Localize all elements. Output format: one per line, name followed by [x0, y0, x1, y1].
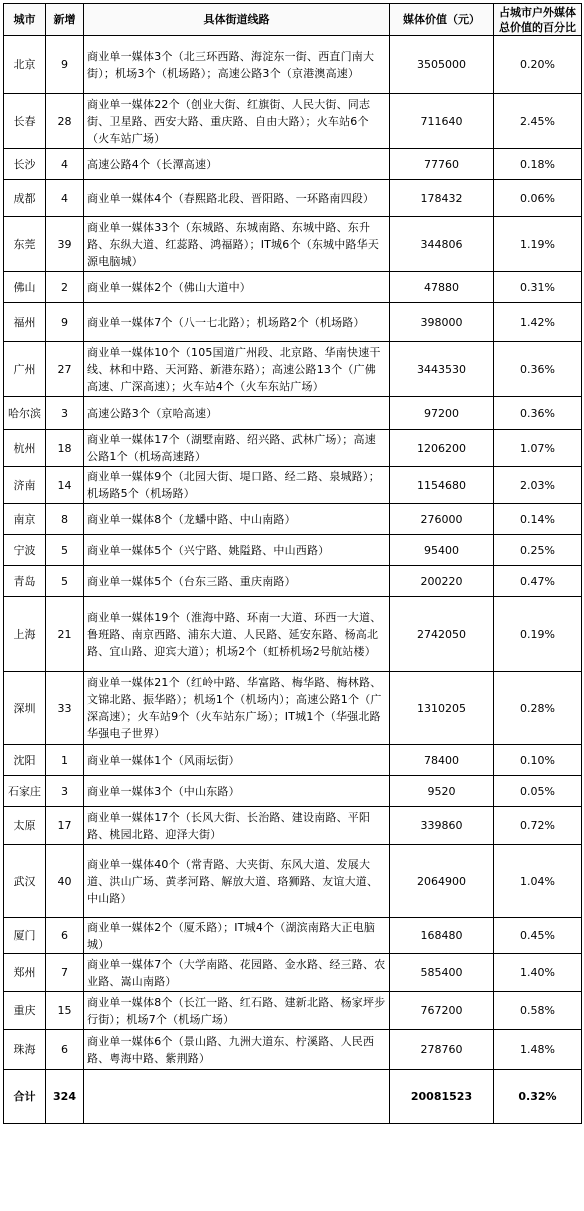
city-cell: 郑州 [4, 954, 46, 992]
table-row [4, 992, 582, 1030]
table-row [4, 597, 582, 672]
street-lines-cell: 商业单一媒体5个（兴宁路、姚隘路、中山西路） [84, 535, 390, 566]
media-value-cell: 95400 [390, 535, 494, 566]
table-row [4, 430, 582, 467]
media-value-table [3, 3, 582, 1124]
street-lines-cell: 商业单一媒体8个（龙蟠中路、中山南路） [84, 504, 390, 535]
street-lines-cell: 商业单一媒体7个（八一七北路）；机场路2个（机场路） [84, 303, 390, 342]
table-row [4, 535, 582, 566]
media-value-cell: 200220 [390, 566, 494, 597]
table-row [4, 954, 582, 992]
media-value-cell: 339860 [390, 807, 494, 845]
media-value-cell: 97200 [390, 397, 494, 430]
total-lines [84, 1070, 390, 1124]
new-count-cell: 40 [46, 845, 84, 918]
city-cell: 长沙 [4, 149, 46, 180]
percent-cell: 0.58% [494, 992, 582, 1030]
media-value-cell: 1310205 [390, 672, 494, 745]
header-lines: 具体街道线路 [84, 4, 390, 36]
city-cell: 青岛 [4, 566, 46, 597]
city-cell: 东莞 [4, 217, 46, 272]
table-row [4, 180, 582, 217]
new-count-cell: 4 [46, 149, 84, 180]
total-row [4, 1070, 582, 1124]
table-row [4, 467, 582, 504]
street-lines-cell: 商业单一媒体5个（台东三路、重庆南路） [84, 566, 390, 597]
city-cell: 珠海 [4, 1030, 46, 1070]
city-cell: 广州 [4, 342, 46, 397]
table-body [4, 36, 582, 1124]
street-lines-cell: 商业单一媒体2个（佛山大道中） [84, 272, 390, 303]
total-new: 324 [46, 1070, 84, 1124]
new-count-cell: 39 [46, 217, 84, 272]
city-cell: 上海 [4, 597, 46, 672]
street-lines-cell: 商业单一媒体33个（东城路、东城南路、东城中路、东升路、东纵大道、红蕊路、鸿福路）；IT城6个（东城中路华天源电脑城） [84, 217, 390, 272]
table-row [4, 745, 582, 776]
street-lines-cell: 商业单一媒体9个（北园大街、堤口路、经二路、泉城路）；机场路5个（机场路） [84, 467, 390, 504]
new-count-cell: 4 [46, 180, 84, 217]
media-value-cell: 178432 [390, 180, 494, 217]
table-row [4, 776, 582, 807]
percent-cell: 0.06% [494, 180, 582, 217]
new-count-cell: 6 [46, 918, 84, 954]
street-lines-cell: 商业单一媒体40个（常青路、大夹街、东风大道、发展大道、洪山广场、黄孝河路、解放大道、珞狮路、友谊大道、中山路） [84, 845, 390, 918]
media-value-cell: 344806 [390, 217, 494, 272]
city-cell: 成都 [4, 180, 46, 217]
table-row [4, 566, 582, 597]
table-row [4, 807, 582, 845]
new-count-cell: 33 [46, 672, 84, 745]
city-cell: 重庆 [4, 992, 46, 1030]
new-count-cell: 14 [46, 467, 84, 504]
street-lines-cell: 高速公路3个（京哈高速） [84, 397, 390, 430]
new-count-cell: 27 [46, 342, 84, 397]
street-lines-cell: 商业单一媒体2个（厦禾路）；IT城4个（湖滨南路大正电脑城） [84, 918, 390, 954]
total-value: 20081523 [390, 1070, 494, 1124]
percent-cell: 0.14% [494, 504, 582, 535]
media-value-cell: 3443530 [390, 342, 494, 397]
percent-cell: 0.25% [494, 535, 582, 566]
table-row [4, 94, 582, 149]
table-row [4, 672, 582, 745]
street-lines-cell: 商业单一媒体22个（创业大街、红旗街、人民大街、同志街、卫星路、西安大路、重庆路、自由大路）；火车站6个（火车站广场） [84, 94, 390, 149]
new-count-cell: 15 [46, 992, 84, 1030]
table-row [4, 149, 582, 180]
percent-cell: 0.72% [494, 807, 582, 845]
street-lines-cell: 商业单一媒体3个（中山东路） [84, 776, 390, 807]
new-count-cell: 17 [46, 807, 84, 845]
street-lines-cell: 商业单一媒体1个（风雨坛街） [84, 745, 390, 776]
table-row [4, 303, 582, 342]
city-cell: 武汉 [4, 845, 46, 918]
percent-cell: 1.04% [494, 845, 582, 918]
percent-cell: 0.28% [494, 672, 582, 745]
media-value-cell: 398000 [390, 303, 494, 342]
total-percent: 0.32% [494, 1070, 582, 1124]
city-cell: 深圳 [4, 672, 46, 745]
new-count-cell: 6 [46, 1030, 84, 1070]
street-lines-cell: 商业单一媒体10个（105国道广州段、北京路、华南快速干线、林和中路、天河路、新港东路）；高速公路13个（广佛高速、广深高速）；火车站4个（火车东站广场） [84, 342, 390, 397]
table-row [4, 36, 582, 94]
city-cell: 佛山 [4, 272, 46, 303]
media-value-cell: 2742050 [390, 597, 494, 672]
media-value-cell: 767200 [390, 992, 494, 1030]
new-count-cell: 3 [46, 397, 84, 430]
new-count-cell: 5 [46, 535, 84, 566]
new-count-cell: 2 [46, 272, 84, 303]
media-value-cell: 1206200 [390, 430, 494, 467]
media-value-cell: 278760 [390, 1030, 494, 1070]
city-cell: 厦门 [4, 918, 46, 954]
percent-cell: 1.40% [494, 954, 582, 992]
new-count-cell: 3 [46, 776, 84, 807]
percent-cell: 0.18% [494, 149, 582, 180]
table-row [4, 845, 582, 918]
header-city: 城市 [4, 4, 46, 36]
table-row [4, 217, 582, 272]
street-lines-cell: 高速公路4个（长潭高速） [84, 149, 390, 180]
city-cell: 沈阳 [4, 745, 46, 776]
percent-cell: 1.48% [494, 1030, 582, 1070]
city-cell: 哈尔滨 [4, 397, 46, 430]
table-row [4, 342, 582, 397]
percent-cell: 0.10% [494, 745, 582, 776]
city-cell: 福州 [4, 303, 46, 342]
header-value: 媒体价值（元） [390, 4, 494, 36]
new-count-cell: 1 [46, 745, 84, 776]
new-count-cell: 7 [46, 954, 84, 992]
media-value-cell: 168480 [390, 918, 494, 954]
media-value-cell: 585400 [390, 954, 494, 992]
new-count-cell: 9 [46, 303, 84, 342]
city-cell: 太原 [4, 807, 46, 845]
new-count-cell: 8 [46, 504, 84, 535]
percent-cell: 1.19% [494, 217, 582, 272]
street-lines-cell: 商业单一媒体6个（景山路、九洲大道东、柠溪路、人民西路、粤海中路、紫荆路） [84, 1030, 390, 1070]
percent-cell: 0.19% [494, 597, 582, 672]
table-row [4, 397, 582, 430]
percent-cell: 1.07% [494, 430, 582, 467]
new-count-cell: 5 [46, 566, 84, 597]
percent-cell: 0.45% [494, 918, 582, 954]
city-cell: 石家庄 [4, 776, 46, 807]
media-value-cell: 1154680 [390, 467, 494, 504]
new-count-cell: 28 [46, 94, 84, 149]
media-value-cell: 77760 [390, 149, 494, 180]
media-value-cell: 47880 [390, 272, 494, 303]
media-value-cell: 276000 [390, 504, 494, 535]
street-lines-cell: 商业单一媒体8个（长江一路、红石路、建新北路、杨家坪步行街）；机场7个（机场广场） [84, 992, 390, 1030]
street-lines-cell: 商业单一媒体17个（湖墅南路、绍兴路、武林广场）；高速公路1个（机场高速路） [84, 430, 390, 467]
media-table-container [3, 3, 582, 1124]
street-lines-cell: 商业单一媒体21个（红岭中路、华富路、梅华路、梅林路、文锦北路、振华路）；机场1个（机场内）；高速公路1个（广深高速）；火车站9个（火车站东广场）；IT城1个（华强北路华强电子世界） [84, 672, 390, 745]
table-row [4, 272, 582, 303]
percent-cell: 0.20% [494, 36, 582, 94]
city-cell: 济南 [4, 467, 46, 504]
percent-cell: 0.36% [494, 397, 582, 430]
new-count-cell: 18 [46, 430, 84, 467]
table-row [4, 504, 582, 535]
street-lines-cell: 商业单一媒体4个（春熙路北段、晋阳路、一环路南四段） [84, 180, 390, 217]
city-cell: 杭州 [4, 430, 46, 467]
table-row [4, 918, 582, 954]
percent-cell: 1.42% [494, 303, 582, 342]
percent-cell: 0.36% [494, 342, 582, 397]
media-value-cell: 711640 [390, 94, 494, 149]
total-city: 合计 [4, 1070, 46, 1124]
media-value-cell: 78400 [390, 745, 494, 776]
media-value-cell: 9520 [390, 776, 494, 807]
street-lines-cell: 商业单一媒体17个（长风大街、长治路、建设南路、平阳路、桃园北路、迎泽大街） [84, 807, 390, 845]
city-cell: 长春 [4, 94, 46, 149]
city-cell: 宁波 [4, 535, 46, 566]
header-new: 新增 [46, 4, 84, 36]
city-cell: 南京 [4, 504, 46, 535]
percent-cell: 0.31% [494, 272, 582, 303]
header-percent: 占城市户外媒体总价值的百分比 [494, 4, 582, 36]
table-row [4, 1030, 582, 1070]
media-value-cell: 3505000 [390, 36, 494, 94]
media-value-cell: 2064900 [390, 845, 494, 918]
header-row [4, 4, 582, 36]
percent-cell: 2.03% [494, 467, 582, 504]
percent-cell: 0.05% [494, 776, 582, 807]
percent-cell: 0.47% [494, 566, 582, 597]
new-count-cell: 9 [46, 36, 84, 94]
street-lines-cell: 商业单一媒体19个（淮海中路、环南一大道、环西一大道、鲁班路、南京西路、浦东大道、人民路、延安东路、杨高北路、宜山路、迎宾大道）；机场2个（虹桥机场2号航站楼） [84, 597, 390, 672]
street-lines-cell: 商业单一媒体7个（大学南路、花园路、金水路、经三路、农业路、嵩山南路） [84, 954, 390, 992]
percent-cell: 2.45% [494, 94, 582, 149]
new-count-cell: 21 [46, 597, 84, 672]
street-lines-cell: 商业单一媒体3个（北三环西路、海淀东一街、西直门南大街）；机场3个（机场路）；高速公路3个（京港澳高速） [84, 36, 390, 94]
city-cell: 北京 [4, 36, 46, 94]
